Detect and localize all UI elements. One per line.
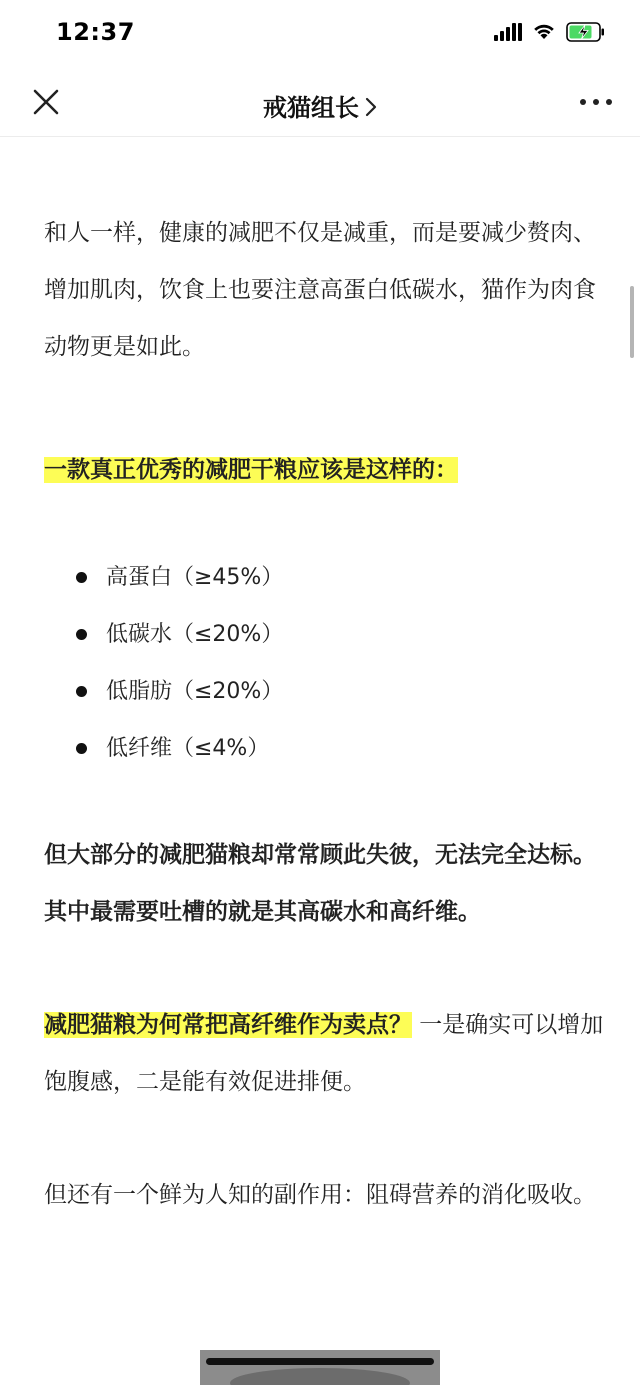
highlight-text: 一款真正优秀的减肥干粮应该是这样的： [44, 457, 458, 483]
paragraph-intro: 和人一样，健康的减肥不仅是减重，而是要减少赘肉、增加肌肉，饮食上也要注意高蛋白低碳水，猫作为肉食动物更是如此。 [44, 220, 596, 360]
bullet-icon [76, 743, 87, 754]
account-title-link[interactable] [0, 88, 640, 123]
paragraph-fiber: 减肥猫粮为何常把高纤维作为卖点？ 一是确实可以增加饱腹感，二是能有效促进排便。 [44, 1012, 604, 1095]
list-item: 低脂肪（≤20%） [76, 663, 604, 720]
article-image [200, 1350, 440, 1385]
battery-charging-icon [566, 22, 606, 46]
paragraph-criteria-heading [44, 442, 604, 499]
nutrition-criteria-list [44, 549, 604, 777]
paragraph-problem: 但大部分的减肥猫粮却常常顾此失彼，无法完全达标。其中最需要吐槽的就是其高碳水和高纤维。 [44, 842, 596, 925]
paragraph-side-effect: 但还有一个鲜为人知的副作用：阻碍营养的消化吸收。 [44, 1182, 596, 1208]
article-body [44, 205, 604, 1224]
nav-bar [0, 70, 640, 137]
bullet-icon [76, 629, 87, 640]
more-button[interactable] [580, 92, 612, 112]
scroll-indicator[interactable] [630, 286, 634, 358]
bullet-icon [76, 686, 87, 697]
more-icon [580, 99, 586, 105]
wifi-icon [532, 23, 556, 45]
chevron-right-icon [365, 95, 377, 123]
account-name: 戒猫组长 [263, 94, 359, 122]
list-item: 低碳水（≤20%） [76, 606, 604, 663]
status-icons [494, 22, 606, 46]
bullet-icon [76, 572, 87, 583]
highlight-text: 减肥猫粮为何常把高纤维作为卖点？ [44, 1012, 412, 1038]
status-time: 12:37 [56, 18, 135, 46]
list-item: 高蛋白（≥45%） [76, 549, 604, 606]
status-bar [0, 0, 640, 70]
list-item: 低纤维（≤4%） [76, 720, 604, 777]
signal-icon [494, 23, 522, 45]
